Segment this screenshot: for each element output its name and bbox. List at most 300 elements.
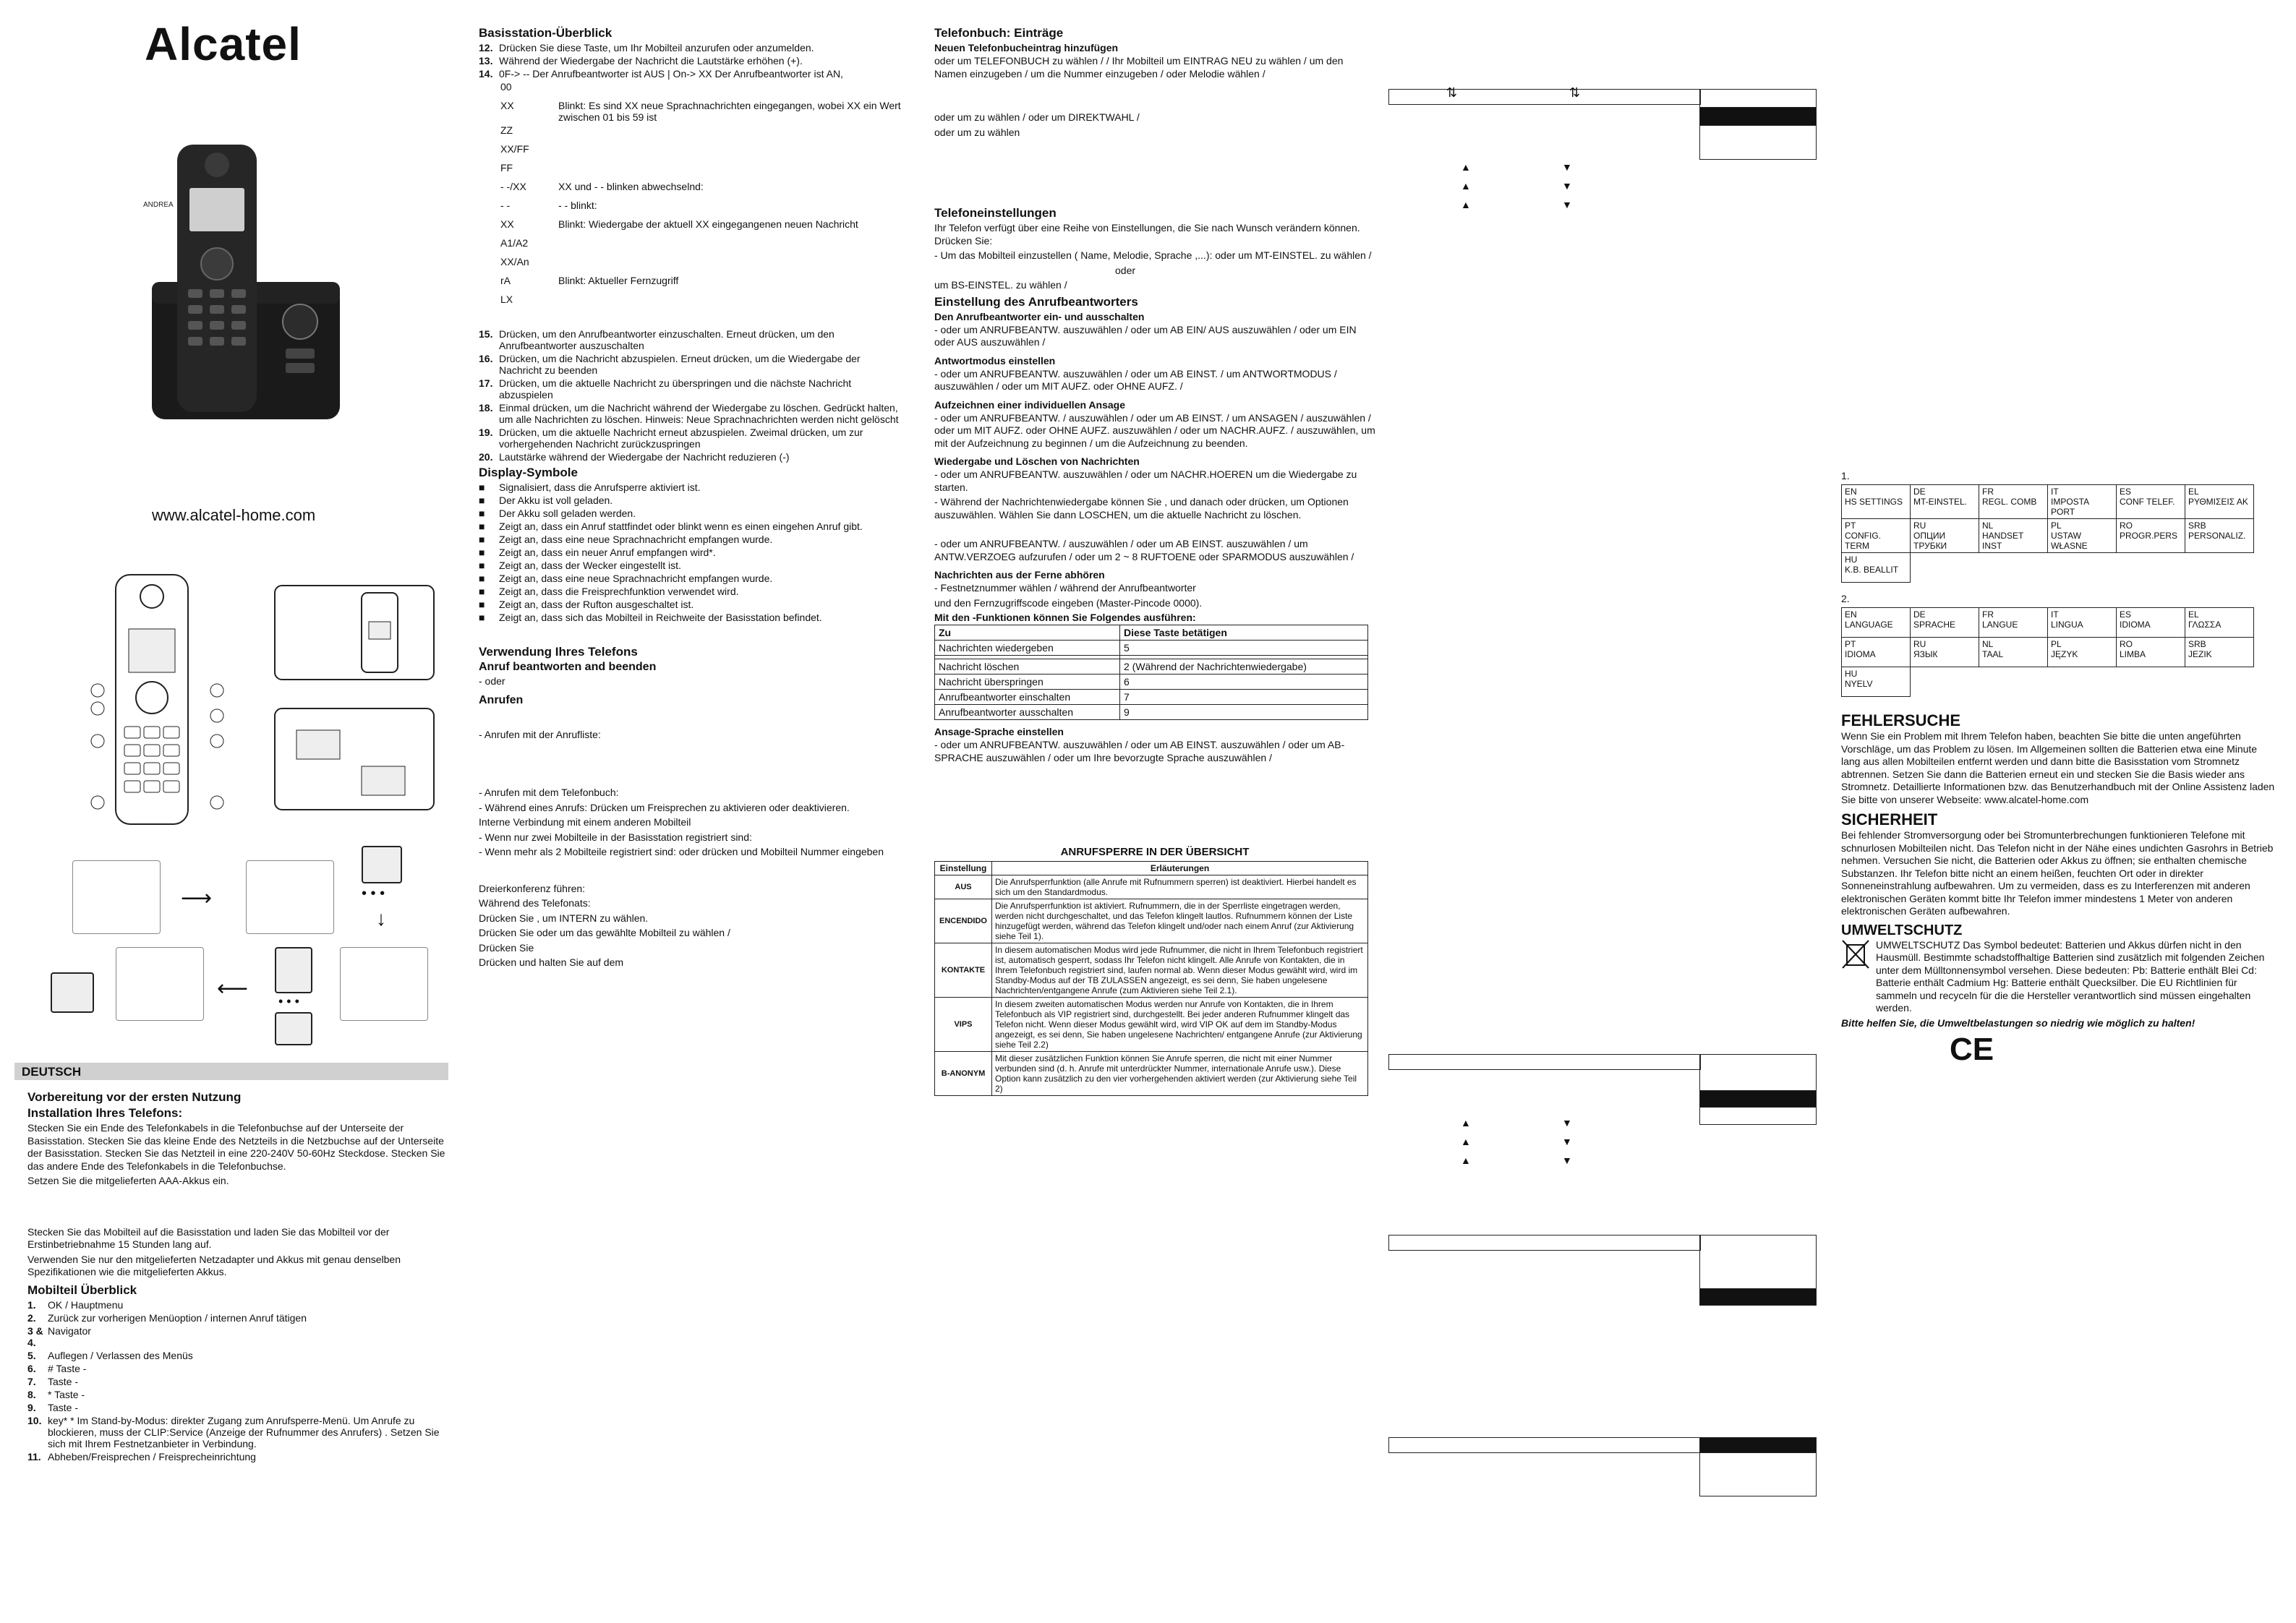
display-symbol-icon: ■ xyxy=(479,547,485,558)
blocking-table xyxy=(934,861,1368,1096)
display-code-text xyxy=(558,143,905,160)
table-header: Diese Taste betätigen xyxy=(1120,625,1368,641)
display-symbol-icon: ■ xyxy=(479,612,485,623)
answering-s6: Nachrichten aus der Ferne abhören xyxy=(934,569,1105,581)
handset-item xyxy=(27,1350,447,1361)
nav-arrows-icon: ⇅ xyxy=(1446,85,1458,100)
language-cell: EL ΡΥΘΜΙΣΕΙΣ ΑΚ xyxy=(2185,485,2254,519)
screen-step-4 xyxy=(116,947,204,1021)
base-item-number: 19. xyxy=(479,427,493,438)
display-symbol-text: Zeigt an, dass sich das Mobilteil in Reichweite der Basisstation befindet. xyxy=(499,612,822,623)
language-cell: NL HANDSET INST xyxy=(1979,519,2048,553)
table-row xyxy=(935,1052,1368,1096)
handset-item xyxy=(27,1402,447,1413)
display-code: - - xyxy=(500,200,511,211)
table-row xyxy=(935,641,1368,656)
language-cell: EN HS SETTINGS xyxy=(1842,485,1911,519)
answering-s2: Antwortmodus einstellen xyxy=(934,354,1056,367)
phone-screen-name: ANDREA xyxy=(143,201,174,209)
language-table-1 xyxy=(1841,484,2254,583)
table-cell: Anrufbeantworter einschalten xyxy=(935,690,1120,705)
answering-s8: Ansage-Sprache einstellen xyxy=(934,726,1064,737)
usage-l5: Interne Verbindung mit einem anderen Mobilteil xyxy=(479,816,691,828)
table-row xyxy=(935,899,1368,943)
display-symbol-icon: ■ xyxy=(479,534,485,545)
display-code-text: XX und - - blinken abwechselnd: xyxy=(558,181,704,192)
display-items xyxy=(479,481,905,623)
display-code: LX xyxy=(500,294,513,305)
display-symbol-row xyxy=(479,560,905,571)
table-cell: Nachricht löschen xyxy=(935,659,1120,675)
screen-step-1 xyxy=(72,860,161,934)
language-cell: RO LIMBA xyxy=(2117,638,2185,667)
answering-t3: - oder um ANRUFBEANTW. / auszuwählen / oder um AB EINST. / um ANSAGEN / auszuwählen / oder um MIT AUFZ. oder OHNE AUFZ. auszuwählen / oder um NACHR.AUFZ. / auszuwählen, um mit der Aufzeichnung zu beginnen / um die Aufzeichnung zu beenden. xyxy=(934,411,1375,449)
blocking-setting: VIPS xyxy=(935,998,992,1052)
menu-bar-2 xyxy=(1388,1054,1701,1070)
prep-p3: Stecken Sie das Mobilteil auf die Basisstation und laden Sie das Mobilteil vor der Erstinbetriebnahme 15 Stunden lang auf. xyxy=(27,1225,390,1250)
base-items xyxy=(479,42,905,80)
blocking-title: ANRUFSPERRE IN DER ÜBERSICHT xyxy=(1060,846,1250,858)
blocking-explanation: Die Anrufsperrfunktion ist aktiviert. Rufnummern, die in der Sperrliste eingetragen werden, werden nicht durchgeschaltet, und das Telefon klingelt lautlos. Rufnummern können der Liste hinzugefügt werden, während das Telefon klingelt und/oder nach einem Anruf (zur Aktivierung siehe Teil 1). xyxy=(992,899,1368,943)
display-code: rA xyxy=(500,275,511,286)
answering-t5: - oder um ANRUFBEANTW. / auszuwählen / oder um AB EINST. auszuwählen / um ANTW.VERZOEG aufzurufen / oder um 2 ~ 8 RUFTOENE oder SPARMODUS auszuwählen / xyxy=(934,538,1354,562)
answering-t4: - oder um ANRUFBEANTW. auszuwählen / oder um NACHR.HOEREN um die Wiedergabe zu starten. xyxy=(934,468,1357,493)
language-cell: RU ЯЗЫК xyxy=(1911,638,1979,667)
blocking-explanation: Mit dieser zusätzlichen Funktion können Sie Anrufe sperren, die nicht mit einer Nummer verbunden sind (d. h. Anrufe mit unterdrückter Nummer, internationale Anrufe usw.). Diese Option kann zusätzlich zu den vier vorhergehenden aktiviert werden (zur Aktivierung siehe Teil 2) xyxy=(992,1052,1368,1096)
answering-s7: Mit den -Funktionen können Sie Folgendes ausführen: xyxy=(934,612,1196,623)
display-symbol-row xyxy=(479,599,905,610)
website-url: www.alcatel-home.com xyxy=(152,506,316,524)
base-item-number: 20. xyxy=(479,451,493,463)
table-header: Zu xyxy=(935,625,1120,641)
display-symbol-icon: ■ xyxy=(479,560,485,571)
display-code-row xyxy=(500,237,905,254)
display-symbol-icon: ■ xyxy=(479,521,485,532)
table-header: Einstellung xyxy=(935,862,992,875)
display-code-text: Blinkt: Wiedergabe der aktuell XX eingegangenen neuen Nachricht xyxy=(558,218,858,230)
usage-l2: - Anrufen mit der Anrufliste: xyxy=(479,728,601,740)
usage-l7: - Wenn mehr als 2 Mobilteile registriert sind: oder drücken und Mobilteil Nummer eingeben xyxy=(479,846,884,857)
display-symbol-icon: ■ xyxy=(479,573,485,584)
display-code-row xyxy=(500,256,905,273)
handset-item-number: 5. xyxy=(27,1349,36,1361)
table-cell: 5 xyxy=(1120,641,1368,656)
display-symbol-text: Der Akku ist voll geladen. xyxy=(499,494,613,506)
language-row xyxy=(1842,519,2254,553)
display-symbol-text: Zeigt an, dass der Rufton ausgeschaltet ist. xyxy=(499,599,694,610)
ok-menu-key-icon-2 xyxy=(275,1012,312,1045)
handset-item xyxy=(27,1363,447,1374)
table-cell: 2 (Während der Nachrichtenwiedergabe) xyxy=(1120,659,1368,675)
display-code-row xyxy=(500,81,905,98)
language-cell: DE SPRACHE xyxy=(1911,608,1979,638)
prep-subtitle: Installation Ihres Telefons: xyxy=(27,1106,183,1120)
handset-item xyxy=(27,1415,447,1449)
display-symbol-row xyxy=(479,494,905,506)
language-cell: PT IDIOMA xyxy=(1842,638,1911,667)
key-sequence-icons: ▼ ▼ ▼ xyxy=(1562,1117,1572,1166)
language-cell: SRB PERSONALIZ. xyxy=(2185,519,2254,553)
language-header: DEUTSCH xyxy=(14,1063,448,1080)
table-cell: Nachrichten wiedergeben xyxy=(935,641,1120,656)
language-row xyxy=(1842,485,2254,519)
base-item-text: Drücken, um den Anrufbeantworter einzuschalten. Erneut drücken, um den Anrufbeantworter auszuschalten xyxy=(499,328,835,351)
display-title: Display-Symbole xyxy=(479,466,578,479)
usage-l3: - Anrufen mit dem Telefonbuch: xyxy=(479,787,619,798)
base-item-text: Lautstärke während der Wiedergabe der Nachricht reduzieren (-) xyxy=(499,451,790,463)
table-cell: Anrufbeantworter ausschalten xyxy=(935,705,1120,720)
display-code-row xyxy=(500,275,905,292)
language-cell: ES CONF TELEF. xyxy=(2117,485,2185,519)
languages2-label: 2. xyxy=(1841,593,1850,604)
phonebook-sub: Neuen Telefonbucheintrag hinzufügen xyxy=(934,42,1119,53)
table-row xyxy=(935,705,1368,720)
base-items-2 xyxy=(479,328,905,463)
display-symbol-row xyxy=(479,612,905,623)
key-sequence-icons: ▲ ▲ ▲ xyxy=(1461,161,1471,210)
language-cell: DE MT-EINSTEL. xyxy=(1911,485,1979,519)
menu-bar-4 xyxy=(1388,1437,1701,1453)
safety-text: Bei fehlender Stromversorgung oder bei Stromunterbrechungen funktionieren Telefone mit schnurlosen Mobilteilen nicht. Das Telefon nicht in der Nähe eines undichten Gasrohrs in Betrieb nehmen. Versuchen Sie nicht, die Batterien oder Akkus zu öffnen; sie enthalten chemische Substanzen. Ihr Telefon bitte nicht an einem heißen, feuchten Ort oder in direkter Sonneneinstrahlung aufbewahren. Um zu vermeiden, dass es zu Interferenzen mit anderen elektronischen Geräten kommt bitte Ihr Telefon immer mindestens 1 Meter von anderen elektronischen Geräten aufbewahren. xyxy=(1841,829,2274,917)
table-cell: 7 xyxy=(1120,690,1368,705)
handset-item-text: # Taste - xyxy=(48,1362,87,1374)
ok-menu-key-icon-3 xyxy=(51,972,94,1013)
table-row xyxy=(935,675,1368,690)
base-item-number: 16. xyxy=(479,353,493,364)
phonebook-section xyxy=(934,26,1375,1096)
display-symbol-row xyxy=(479,521,905,532)
menu-diagrams xyxy=(1388,0,1837,1623)
display-symbol-icon: ■ xyxy=(479,508,485,519)
handset-item xyxy=(27,1451,447,1463)
arrow-right-icon: ⟶ xyxy=(181,886,213,910)
usage-l6: - Wenn nur zwei Mobilteile in der Basisstation registriert sind: xyxy=(479,831,752,843)
prep-p1: Stecken Sie ein Ende des Telefonkabels in die Telefonbuchse auf der Unterseite der Basisstation. Stecken Sie das kleine Ende des Netzteils in die Netzbuchse auf der Unterseite der Basisstation. Stecken Sie das Netzteil in eine 220-240V 50-60Hz Steckdose. Stecken Sie das andere Ende des Telefonkabels in die Telefonbuchse. xyxy=(27,1122,445,1172)
display-symbol-row xyxy=(479,547,905,558)
base-item xyxy=(479,402,905,425)
display-code: XX/An xyxy=(500,256,529,267)
language-cell: EL ΓΛΩΣΣΑ xyxy=(2185,608,2254,638)
display-code: XX xyxy=(500,218,514,230)
base-item-text: Drücken, um die aktuelle Nachricht zu überspringen und die nächste Nachricht abzuspielen xyxy=(499,377,852,401)
handset-item-text: Zurück zur vorherigen Menüoption / internen Anruf tätigen xyxy=(48,1311,307,1324)
settings-p3: oder xyxy=(1115,264,1136,276)
usage-title: Verwendung Ihres Telefons xyxy=(479,645,638,659)
base-title: Basisstation-Überblick xyxy=(479,26,613,40)
preparation-section xyxy=(27,1090,447,1464)
menu-highlight-3 xyxy=(1699,1288,1817,1306)
prep-title: Vorbereitung vor der ersten Nutzung xyxy=(27,1090,242,1104)
base-item xyxy=(479,353,905,376)
handset-items xyxy=(27,1299,447,1463)
handset-item-text: Abheben/Freisprechen / Freisprecheinrichtung xyxy=(48,1450,256,1463)
language-cell: IT LINGUA xyxy=(2048,608,2117,638)
display-symbol-text: Zeigt an, dass ein Anruf stattfindet oder blinkt wenn es einen eingehen Anruf gibt. xyxy=(499,521,863,532)
display-code: - -/XX xyxy=(500,181,526,192)
handset-item xyxy=(27,1376,447,1387)
table-cell: 9 xyxy=(1120,705,1368,720)
environment-title: UMWELTSCHUTZ xyxy=(1841,922,1963,938)
base-item-number: 12. xyxy=(479,42,493,53)
language-row xyxy=(1842,608,2254,638)
nav-arrows-icon: ⇅ xyxy=(1569,85,1581,100)
blocking-explanation: In diesem zweiten automatischen Modus werden nur Anrufe von Kontakten, die in Ihrem Telefonbuch als VIP registriert sind, durchgestellt. Bei jeder anderen Rufnummer klingelt das Telefon nicht. Wenn dieser Modus gewählt wird, wird VIP OK auf dem im Standby-Modus angezeigt, es sei denn, Sie haben ungelesene Nachrichten/ entgangene Anrufe (zur Aktivierung siehe Teil 2.2) xyxy=(992,998,1368,1052)
table-row xyxy=(935,690,1368,705)
blocking-setting: KONTAKTE xyxy=(935,943,992,998)
safety-title: SICHERHEIT xyxy=(1841,810,1938,828)
column-5 xyxy=(1841,470,2275,1068)
answering-t4b: - Während der Nachrichtenwiedergabe können Sie , und danach oder drücken, um Optionen auszuwählen. Wählen Sie dann LOSCHEN, um die aktuelle Nachricht zu löschen. xyxy=(934,496,1349,521)
handset-item xyxy=(27,1312,447,1324)
menu-highlight xyxy=(1699,107,1817,126)
base-item-text: Drücken Sie diese Taste, um Ihr Mobilteil anzurufen oder anzumelden. xyxy=(499,42,814,53)
handset-item-number: 3 & 4. xyxy=(27,1324,43,1348)
ce-mark: CE xyxy=(1950,1032,1994,1067)
answering-t8: - oder um ANRUFBEANTW. auszuwählen / oder um AB EINST. auszuwählen / oder um AB-SPRACHE auszuwählen / oder um Ihre bevorzugte Sprache auszuwählen / xyxy=(934,739,1345,763)
handset-title: Mobilteil Überblick xyxy=(27,1282,137,1297)
settings-p2: - Um das Mobilteil einzustellen ( Name, Melodie, Sprache ,...): oder um MT-EINSTEL. zu wählen / xyxy=(934,249,1372,261)
handset-item xyxy=(27,1325,447,1348)
base-item-text: 0F-> -- Der Anrufbeantworter ist AUS | On-> XX Der Anrufbeantworter ist AN, xyxy=(499,68,843,80)
display-code: 00 xyxy=(500,81,512,93)
blocking-setting: B-ANONYM xyxy=(935,1052,992,1096)
answering-title: Einstellung des Anrufbeantworters xyxy=(934,294,1138,309)
answering-s3: Aufzeichnen einer individuellen Ansage xyxy=(934,398,1125,411)
handset-item-number: 10. xyxy=(27,1414,42,1426)
prep-p4: Verwenden Sie nur den mitgelieferten Netzadapter und Akkus mit genau denselben Spezifikationen wie die mitgelieferten Akkus. xyxy=(27,1253,401,1277)
usage-sub1: Anruf beantworten and beenden xyxy=(479,661,657,673)
handset-item-text: Taste - xyxy=(48,1401,79,1413)
base-item xyxy=(479,451,905,463)
display-code: A1/A2 xyxy=(500,237,529,249)
language-cell: PL JĘZYK xyxy=(2048,638,2117,667)
navigator-key-icon xyxy=(275,947,312,993)
display-code: FF xyxy=(500,162,513,174)
answering-t1: - oder um ANRUFBEANTW. auszuwählen / oder um AB EIN/ AUS auszuwählen / oder um EIN oder AUS auszuwählen / xyxy=(934,323,1357,348)
display-code: ZZ xyxy=(500,124,513,136)
troubleshooting-title: FEHLERSUCHE xyxy=(1841,711,1961,729)
usage-line1: - oder xyxy=(479,675,505,687)
display-code-text xyxy=(558,237,905,254)
usage-sub2: Anrufen xyxy=(479,693,524,706)
display-code-text xyxy=(558,294,905,311)
phonebook-p1: oder um TELEFONBUCH zu wählen / / Ihr Mobilteil um EINTRAG NEU zu wählen / um den Namen einzugeben / um die Nummer einzugeben / oder Melodie wählen / xyxy=(934,55,1344,80)
environment-text: UMWELTSCHUTZ Das Symbol bedeutet: Batterien und Akkus dürfen nicht in den Hausmüll. Bestimmte schadstoffhaltige Batterien sind zusätzlich mit folgenden Zeichen unter dem Mülltonnensymbol versehen. Diese bedeuten: Pb: Batterie enthält Blei Cd: Batterie enthält Cadmium Hg: Batterie enthält Quecksilber. Die EU Richtlinien für sammeln und recyceln für die die Hersteller verantwortlich sind müssen eingehalten werden. xyxy=(1876,938,2265,1014)
display-code-row xyxy=(500,100,905,123)
language-cell: FR REGL. COMB xyxy=(1979,485,2048,519)
language-cell: HU NYELV xyxy=(1842,667,1911,697)
display-symbol-text: Zeigt an, dass eine neue Sprachnachricht empfangen wurde. xyxy=(499,534,773,545)
display-code-text xyxy=(558,81,905,98)
dots-icon-2: • • • xyxy=(278,994,299,1009)
base-item xyxy=(479,55,905,67)
usage-l8: Dreierkonferenz führen: xyxy=(479,882,586,894)
language-row xyxy=(1842,553,2254,583)
language-cell: PL USTAW WŁASNE xyxy=(2048,519,2117,553)
display-code-text xyxy=(558,162,905,179)
handset-item-text: key* * Im Stand-by-Modus: direkter Zugang zum Anrufsperre-Menü. Um Anrufe zu blockieren, muss der CLIP:Service (Anzeige der Rufnummer des Anrufers) . Setzen Sie sich mit Ihrem Festnetzanbieter in Verbindung. xyxy=(48,1414,440,1449)
brand-logo: Alcatel xyxy=(145,18,302,70)
display-symbol-icon: ■ xyxy=(479,586,485,597)
languages1-label: 1. xyxy=(1841,470,1850,481)
display-symbol-row xyxy=(479,534,905,545)
handset-item-number: 8. xyxy=(27,1388,36,1400)
menu-highlight-4 xyxy=(1699,1437,1817,1453)
display-symbol-text: Zeigt an, dass der Wecker eingestellt ist. xyxy=(499,560,681,571)
table-cell: Nachricht überspringen xyxy=(935,675,1120,690)
menu-bar xyxy=(1388,89,1701,105)
base-item xyxy=(479,328,905,351)
base-item xyxy=(479,427,905,450)
language-cell: RU ОПЦИИ ТРУБКИ xyxy=(1911,519,1979,553)
display-code-row xyxy=(500,294,905,311)
blocking-explanation: In diesem automatischen Modus wird jede Rufnummer, die nicht in Ihrem Telefonbuch registriert ist, automatisch gesperrt, sodass Ihr Telefon nicht klingelt. Alle Anrufe von Kontakten, die in Ihrem Telefonbuch registriert sind, laufen normal ab. Wenn dieser Modus gewählt wird, wird im Standby-Modus auf der TB ZULASSEN angezeigt, es sei denn, Sie haben ungelesene Nachrichten/entgangene Anrufe (zum Aktivieren siehe Teil 2.1). xyxy=(992,943,1368,998)
language-row xyxy=(1842,667,2254,697)
ok-menu-key-icon xyxy=(362,846,402,883)
table-row xyxy=(935,943,1368,998)
phonebook-p2: oder um zu wählen / oder um DIREKTWAHL / xyxy=(934,111,1140,123)
handset-item-number: 7. xyxy=(27,1375,36,1387)
settings-p1: Ihr Telefon verfügt über eine Reihe von Einstellungen, die Sie nach Wunsch verändern können. Drücken Sie: xyxy=(934,222,1360,247)
handset-item-number: 6. xyxy=(27,1362,36,1374)
arrow-left-icon: ⟵ xyxy=(217,977,249,1001)
blocking-setting: ENCENDIDO xyxy=(935,899,992,943)
base-diagram xyxy=(253,564,456,824)
language-cell: FR LANGUE xyxy=(1979,608,2048,638)
language-row xyxy=(1842,638,2254,667)
base-item xyxy=(479,377,905,401)
usage-l4: - Während eines Anrufs: Drücken um Freisprechen zu aktivieren oder deaktivieren. xyxy=(479,801,850,813)
menu-highlight-2 xyxy=(1699,1090,1817,1108)
environment-slogan: Bitte helfen Sie, die Umweltbelastungen so niedrig wie möglich zu halten! xyxy=(1841,1016,2195,1029)
usage-l13: Drücken und halten Sie auf dem xyxy=(479,956,624,968)
waste-bin-icon xyxy=(1841,939,1870,971)
language-cell: IT IMPOSTA PORT xyxy=(2048,485,2117,519)
key-sequence-icons: ▼ ▼ ▼ xyxy=(1562,161,1572,210)
language-cell: ES IDIOMA xyxy=(2117,608,2185,638)
blocking-setting: AUS xyxy=(935,875,992,899)
display-code: XX xyxy=(500,100,514,111)
screen-step-3 xyxy=(340,947,428,1021)
display-symbol-text: Signalisiert, dass die Anrufsperre aktiviert ist. xyxy=(499,481,701,493)
base-item-text: Drücken, um die Nachricht abzuspielen. Erneut drücken, um die Wiedergabe der Nachricht zu beenden xyxy=(499,353,861,376)
usage-l11: Drücken Sie oder um das gewählte Mobilteil zu wählen / xyxy=(479,927,730,938)
blocking-explanation: Die Anrufsperrfunktion (alle Anrufe mit Rufnummern sperren) ist deaktiviert. Hierbei handelt es sich um den Standardmodus. xyxy=(992,875,1368,899)
table-header: Erläuterungen xyxy=(992,862,1368,875)
screen-step-2 xyxy=(246,860,334,934)
display-code-text: Blinkt: Aktueller Fernzugriff xyxy=(558,275,679,286)
handset-item-text: * Taste - xyxy=(48,1388,85,1400)
display-code-row xyxy=(500,200,905,217)
handset-item-text: Taste - xyxy=(48,1375,79,1387)
phonebook-title: Telefonbuch: Einträge xyxy=(934,26,1064,40)
handset-item-text: OK / Hauptmenu xyxy=(48,1298,124,1311)
phonebook-p3: oder um zu wählen xyxy=(934,126,1020,138)
display-symbol-text: Der Akku soll geladen werden. xyxy=(499,508,636,519)
language-cell: RO PROGR.PERS xyxy=(2117,519,2185,553)
table-cell: 6 xyxy=(1120,675,1368,690)
settings-p4: um BS-EINSTEL. zu wählen / xyxy=(934,279,1067,291)
display-symbol-icon: ■ xyxy=(479,494,485,506)
language-cell: SRB JEZIK xyxy=(2185,638,2254,667)
table-row xyxy=(935,659,1368,675)
dots-icon: • • • xyxy=(362,886,385,902)
handset-item xyxy=(27,1389,447,1400)
answering-s1: Den Anrufbeantworter ein- und ausschalten xyxy=(934,310,1145,322)
base-codes xyxy=(500,81,905,311)
answering-t6a: - Festnetznummer wählen / während der Anrufbeantworter xyxy=(934,582,1196,594)
answering-t6b: und den Fernzugriffscode eingeben (Master-Pincode 0000). xyxy=(934,596,1203,609)
display-symbol-row xyxy=(479,508,905,519)
language-cell: EN LANGUAGE xyxy=(1842,608,1911,638)
remote-functions-table xyxy=(934,625,1368,720)
usage-l12: Drücken Sie xyxy=(479,941,534,954)
language-cell: NL TAAL xyxy=(1979,638,2048,667)
base-item-number: 18. xyxy=(479,402,493,414)
display-symbol-row xyxy=(479,573,905,584)
display-code-row xyxy=(500,143,905,160)
answering-s4: Wiedergabe und Löschen von Nachrichten xyxy=(934,455,1140,467)
usage-l10: Drücken Sie , um INTERN zu wählen. xyxy=(479,912,649,924)
language-cell: PT CONFIG. TERM xyxy=(1842,519,1911,553)
display-code-row xyxy=(500,162,905,179)
answering-t2: - oder um ANRUFBEANTW. auszuwählen / oder um AB EINST. / um ANTWORTMODUS / auszuwählen / oder um MIT AUFZ. oder OHNE AUFZ. / xyxy=(934,367,1337,392)
handset-item-text: Navigator xyxy=(48,1324,91,1337)
language-cell: HU K.B. BEALLIT xyxy=(1842,553,1911,583)
base-item-number: 13. xyxy=(479,55,493,67)
troubleshooting-text: Wenn Sie ein Problem mit Ihrem Telefon haben, beachten Sie bitte die unten angeführten Vorschläge, um das Problem zu lösen. Im Allgemeinen sollten die Batterien etwa eine Minute lang aus allen Mobilteilen entfernt werden und dann bitte die Basisstation vom Stromnetz abtrennen. Setzen Sie dann die Batterien erneut ein und stecken Sie die Basis wieder ans Stromnetz. Detaillierte Informationen bzw. das Benutzerhandbuch mit der Online Assistenz laden Sie bitte von unserer Webseite: www.alcatel-home.com xyxy=(1841,730,2275,805)
base-item-text: Während der Wiedergabe der Nachricht die Lautstärke erhöhen (+). xyxy=(499,55,803,67)
display-symbol-text: Zeigt an, dass eine neue Sprachnachricht empfangen wurde. xyxy=(499,573,773,584)
base-item xyxy=(479,42,905,53)
handset-item-number: 1. xyxy=(27,1298,36,1311)
display-symbol-icon: ■ xyxy=(479,599,485,610)
prep-p2: Setzen Sie die mitgelieferten AAA-Akkus ein. xyxy=(27,1175,229,1186)
base-item-number: 15. xyxy=(479,328,493,340)
base-item-number: 17. xyxy=(479,377,493,389)
settings-title: Telefoneinstellungen xyxy=(934,206,1057,220)
base-item-text: Drücken, um die aktuelle Nachricht erneut abzuspielen. Zweimal drücken, um zur vorhergehenden Nachricht zurückzuspringen xyxy=(499,427,863,450)
usage-l9: Während des Telefonats: xyxy=(479,897,591,909)
handset-item-number: 11. xyxy=(27,1450,41,1463)
display-symbol-text: Zeigt an, dass die Freisprechfunktion verwendet wird. xyxy=(499,586,739,597)
display-code-text xyxy=(558,256,905,273)
base-section xyxy=(479,26,905,972)
base-item-text: Einmal drücken, um die Nachricht während der Wiedergabe zu löschen. Gedrückt halten, um alle Nachrichten zu löschen. Hinweis: Neue Sprachnachrichten werden nicht gelöscht xyxy=(499,402,899,425)
display-symbol-icon: ■ xyxy=(479,481,485,493)
handset-item-number: 9. xyxy=(27,1401,36,1413)
table-row xyxy=(935,998,1368,1052)
handset-item-number: 2. xyxy=(27,1311,36,1324)
display-symbol-text: Zeigt an, dass ein neuer Anruf empfangen wird*. xyxy=(499,547,716,558)
display-code-text: - - blinkt: xyxy=(558,200,597,211)
display-symbol-row xyxy=(479,586,905,597)
key-sequence-icons: ▲ ▲ ▲ xyxy=(1461,1117,1471,1166)
base-item-number: 14. xyxy=(479,68,493,80)
display-code: XX/FF xyxy=(500,143,529,155)
display-code-row xyxy=(500,218,905,236)
display-symbol-row xyxy=(479,481,905,493)
menu-box-2 xyxy=(1699,1054,1817,1125)
menu-bar-3 xyxy=(1388,1235,1701,1251)
handset-item-text: Auflegen / Verlassen des Menüs xyxy=(48,1349,193,1361)
display-code-text: Blinkt: Es sind XX neue Sprachnachrichten eingegangen, wobei XX ein Wert zwischen 01 bis 59 ist xyxy=(558,100,901,123)
display-code-text xyxy=(558,124,905,142)
arrow-down-icon: ↓ xyxy=(376,907,386,930)
handset-diagram xyxy=(65,571,246,831)
base-item xyxy=(479,68,905,80)
table-row xyxy=(935,875,1368,899)
